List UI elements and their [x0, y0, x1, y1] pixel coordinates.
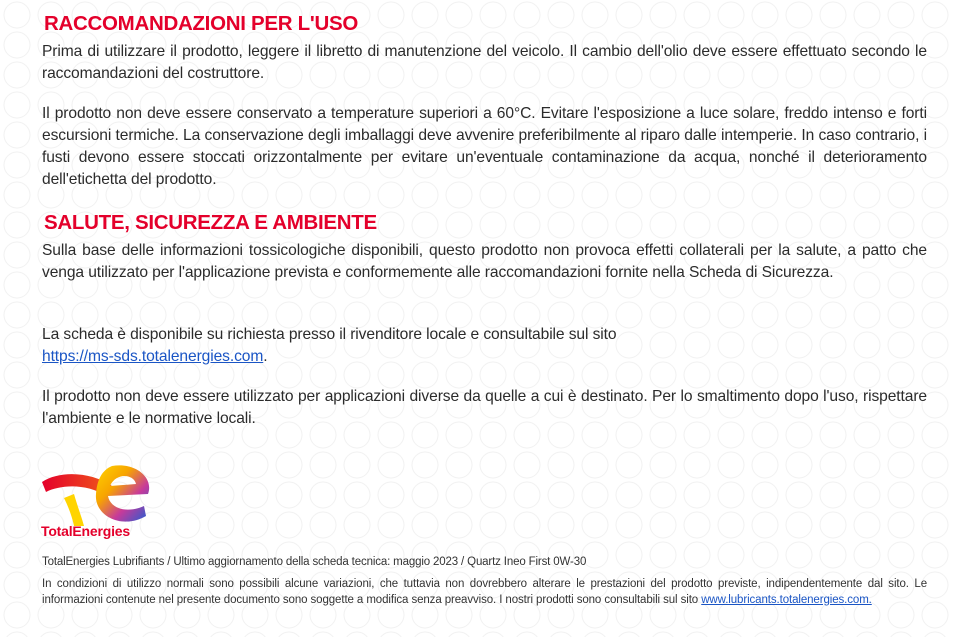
health-paragraph-1: Sulla base delle informazioni tossicologiche disponibili, questo prodotto non provoca effetti collaterali per la salute, a patto che venga utilizzato per l'applicazione prevista e conformemente alle raccomandazioni fornite nella Scheda di Sicurezza.	[42, 242, 927, 281]
sds-link[interactable]: https://ms-sds.totalenergies.com	[42, 348, 264, 365]
sds-link-suffix: .	[263, 348, 268, 365]
health-paragraph-3: Il prodotto non deve essere utilizzato per applicazioni diverse da quelle a cui è destinato. Per lo smaltimento dopo l'uso, rispettare l'ambiente e le normative locali.	[42, 388, 927, 427]
usage-paragraph-2: Il prodotto non deve essere conservato a temperature superiori a 60°C. Evitare l'esposizione a luce solare, freddo intenso e forti escursioni termiche. La conservazione degli imballaggi deve avvenire preferibilmente al riparo dalle intemperie. In caso contrario, i fusti devono essere stoccati orizzontalmente per evitare un'eventuale contaminazione da acqua, nonché il deterioramento dell'etichetta del prodotto.	[42, 105, 927, 188]
section-title-usage: RACCOMANDAZIONI PER L'USO	[44, 12, 358, 35]
disclaimer-text: In condizioni di utilizzo normali sono possibili alcune variazioni, che tuttavia non dovrebbero alterare le prestazioni del prodotto previste, indipendentemente dal sito. Le informazioni contenute nel presente documento sono soggette a modifica senza preavviso. I nostri prodotti sono consultabili sul sito	[42, 578, 927, 606]
disclaimer-paragraph	[42, 577, 927, 608]
lubricants-site-link[interactable]: www.lubricants.totalenergies.com.	[701, 593, 872, 606]
totalenergies-logo-text: TotalEnergies	[41, 523, 130, 539]
document-meta-line: TotalEnergies Lubrifiants / Ultimo aggiornamento della scheda tecnica: maggio 2023 / Quartz Ineo First 0W-30	[42, 556, 587, 568]
sds-availability-text: La scheda è disponibile su richiesta presso il rivenditore locale e consultabile sul sito	[42, 326, 617, 343]
usage-paragraph-1: Prima di utilizzare il prodotto, leggere il libretto di manutenzione del veicolo. Il cambio dell'olio deve essere effettuato secondo le raccomandazioni del costruttore.	[42, 43, 927, 82]
health-paragraph-2	[42, 324, 927, 368]
section-title-health-safety: SALUTE, SICUREZZA E AMBIENTE	[44, 211, 377, 234]
